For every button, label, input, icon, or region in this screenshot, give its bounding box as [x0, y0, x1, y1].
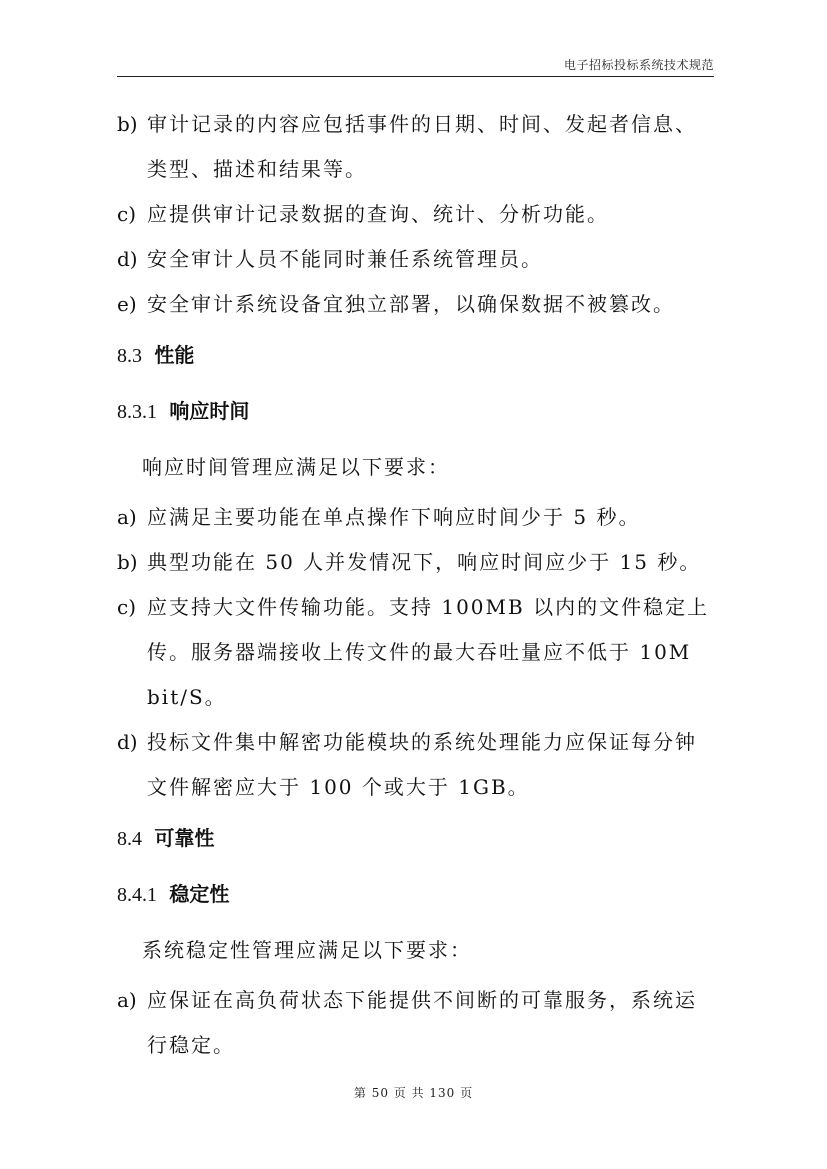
section-intro-response-time: 响应时间管理应满足以下要求：	[142, 455, 450, 479]
list-item-text: 安全审计系统设备宜独立部署，以确保数据不被篡改。	[147, 292, 675, 316]
list-item-a-high-load	[117, 978, 717, 1068]
list-item-text: 审计记录的内容应包括事件的日期、时间、发起者信息、类型、描述和结果等。	[147, 112, 697, 181]
list-item-text: 投标文件集中解密功能模块的系统处理能力应保证每分钟文件解密应大于 100 个或大于 1GB。	[147, 730, 697, 799]
page-number: 第 50 页 共 130 页	[353, 1086, 474, 1100]
page-header	[117, 56, 714, 77]
document-body	[117, 102, 717, 1068]
section-intro-stability: 系统稳定性管理应满足以下要求：	[142, 938, 472, 962]
list-item-e-audit-device	[117, 282, 717, 327]
list-item-label: b)	[117, 112, 138, 136]
list-item-label: a)	[117, 988, 137, 1012]
list-item-text: 应提供审计记录数据的查询、统计、分析功能。	[147, 202, 609, 226]
list-item-text: 典型功能在 50 人并发情况下，响应时间应少于 15 秒。	[147, 550, 702, 574]
section-number: 8.4	[117, 828, 142, 850]
section-number: 8.4.1	[117, 884, 157, 906]
list-item-d-decryption	[117, 720, 717, 810]
list-item-a-response-single	[117, 495, 717, 540]
section-heading-8-4-1	[117, 866, 717, 922]
page-footer	[0, 1084, 827, 1101]
section-title: 性能	[154, 343, 195, 367]
list-item-d-audit-staff	[117, 237, 717, 282]
list-item-b-audit-content	[117, 102, 717, 192]
list-item-text: 应满足主要功能在单点操作下响应时间少于 5 秒。	[147, 505, 641, 529]
section-heading-8-3	[117, 327, 717, 383]
list-item-c-audit-query	[117, 192, 717, 237]
list-item-label: d)	[117, 247, 138, 271]
section-title: 稳定性	[169, 882, 230, 906]
list-item-label: d)	[117, 730, 138, 754]
section-number: 8.3.1	[117, 401, 157, 423]
section-heading-8-3-1	[117, 383, 717, 439]
list-item-label: a)	[117, 505, 137, 529]
section-heading-8-4	[117, 810, 717, 866]
section-title: 可靠性	[154, 826, 215, 850]
list-item-b-response-concurrent	[117, 540, 717, 585]
list-item-label: c)	[117, 595, 137, 619]
section-number: 8.3	[117, 345, 142, 367]
list-item-text: 安全审计人员不能同时兼任系统管理员。	[147, 247, 543, 271]
list-item-label: b)	[117, 550, 138, 574]
list-item-c-large-file	[117, 585, 717, 720]
header-title: 电子招标投标系统技术规范	[563, 58, 714, 72]
list-item-label: e)	[117, 292, 137, 316]
list-item-label: c)	[117, 202, 137, 226]
list-item-text: 应保证在高负荷状态下能提供不间断的可靠服务，系统运行稳定。	[147, 988, 697, 1057]
list-item-text: 应支持大文件传输功能。支持 100MB 以内的文件稳定上传。服务器端接收上传文件的最大吞吐量应不低于 10M bit/S。	[147, 595, 710, 709]
section-title: 响应时间	[169, 399, 250, 423]
